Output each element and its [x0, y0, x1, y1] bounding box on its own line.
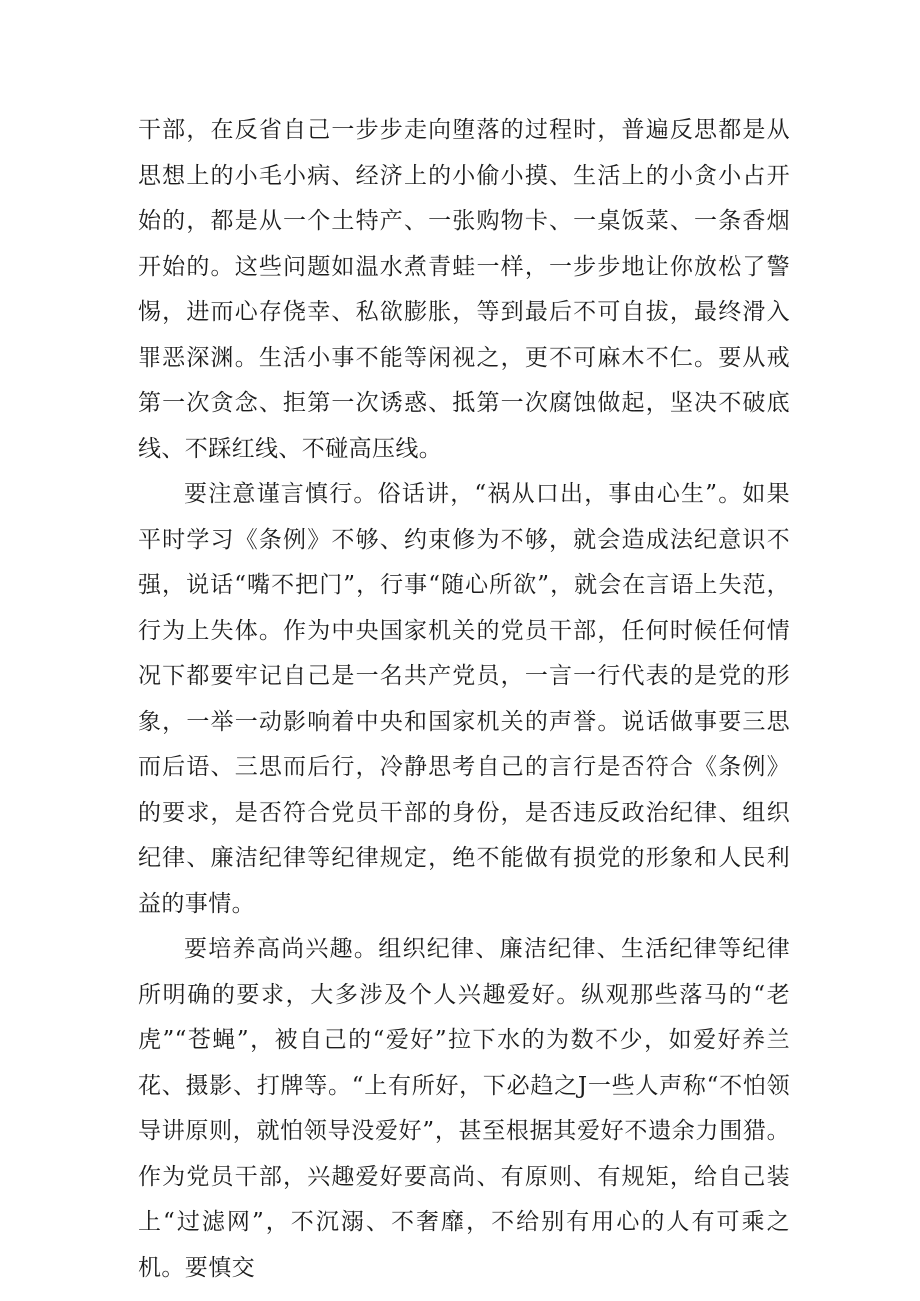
- paragraph-continued: 干部，在反省自己一步步走向堕落的过程时，普遍反思都是从思想上的小毛小病、经济上的小偷小摸、生活上的小贪小占开始的，都是从一个土特产、一张购物卡、一桌饭菜、一条香烟开始的。这些问题如温水煮青蛙一样，一步步地让你放松了警惕，进而心存侥幸、私欲膨胀，等到最后不可自拔，最终滑入罪恶深渊。生活小事不能等闲视之，更不可麻木不仁。要从戒第一次贪念、拒第一次诱惑、抵第一次腐蚀做起，坚决不破底线、不踩红线、不碰高压线。: [138, 117, 790, 462]
- paragraph-noble-interests: 要培养高尚兴趣。组织纪律、廉洁纪律、生活纪律等纪律所明确的要求，大多涉及个人兴趣爱好。纵观那些落马的“老虎”“苍蝇”，被自己的“爱好”拉下水的为数不少，如爱好养兰花、摄影、打牌等。“上有所好，下必趋之J一些人声称“不怕领导讲原则，就怕领导没爱好”，甚至根据其爱好不遗余力围猎。作为党员干部，兴趣爱好要高尚、有原则、有规矩，给自己装上“过滤网”，不沉溺、不奢靡，不给别有用心的人有可乘之机。要慎交: [138, 936, 790, 1281]
- document-body: [138, 108, 790, 1291]
- paragraph-speech-conduct: 要注意谨言慎行。俗话讲，“祸从口出，事由心生”。如果平时学习《条例》不够、约束修为不够，就会造成法纪意识不强，说话“嘴不把门”，行事“随心所欲”，就会在言语上失范，行为上失体。作为中央国家机关的党员干部，任何时候任何情况下都要牢记自己是一名共产党员，一言一行代表的是党的形象，一举一动影响着中央和国家机关的声誉。说话做事要三思而后语、三思而后行，冷静思考自己的言行是否符合《条例》的要求，是否符合党员干部的身份，是否违反政治纪律、组织纪律、廉洁纪律等纪律规定，绝不能做有损党的形象和人民利益的事情。: [138, 481, 790, 917]
